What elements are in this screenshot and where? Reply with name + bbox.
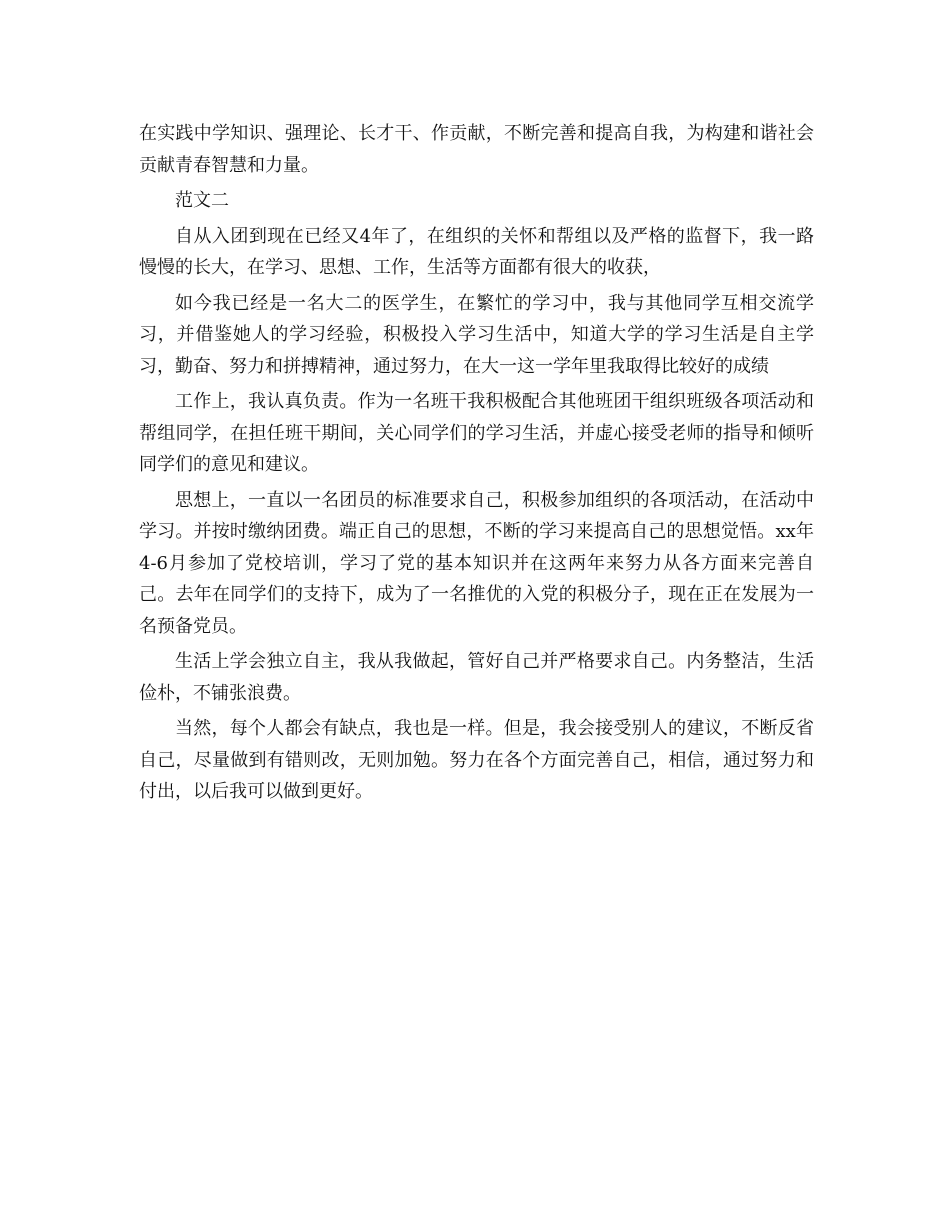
paragraph: 如今我已经是一名大二的医学生，在繁忙的学习中，我与其他同学互相交流学习，并借鉴她人的学习经验，积极投入学习生活中，知道大学的学习生活是自主学习，勤奋、努力和拼搏精神，通过努力，在大一这一学年里我取得比较好的成绩 [139, 292, 814, 377]
paragraph: 当然，每个人都会有缺点，我也是一样。但是，我会接受别人的建议，不断反省自己，尽量做到有错则改，无则加勉。努力在各个方面完善自己，相信，通过努力和付出，以后我可以做到更好。 [139, 718, 814, 802]
paragraph: 生活上学会独立自主，我从我做起，管好自己并严格要求自己。内务整洁，生活俭朴，不铺张浪费。 [139, 651, 814, 704]
section-heading: 范文二 [175, 190, 229, 211]
paragraph: 工作上，我认真负责。作为一名班干我积极配合其他班团干组织班级各项活动和帮组同学，在担任班干期间，关心同学们的学习生活，并虚心接受老师的指导和倾听同学们的意见和建议。 [139, 391, 814, 475]
paragraph: 思想上，一直以一名团员的标准要求自己，积极参加组织的各项活动，在活动中学习。并按时缴纳团费。端正自己的思想，不断的学习来提高自己的思想觉悟。xx年4-6月参加了党校培训，学习了党的基本知识并在这两年来努力从各方面来完善自己。去年在同学们的支持下，成为了一名推优的入党的积极分子，现在正在发展为一名预备党员。 [139, 489, 814, 637]
paragraph-continuation: 在实践中学知识、强理论、长才干、作贡献，不断完善和提高自我，为构建和谐社会贡献青春智慧和力量。 [139, 123, 814, 176]
document-body [139, 118, 814, 812]
paragraph: 自从入团到现在已经又4年了，在组织的关怀和帮组以及严格的监督下，我一路慢慢的长大，在学习、思想、工作，生活等方面都有很大的收获， [139, 225, 814, 278]
